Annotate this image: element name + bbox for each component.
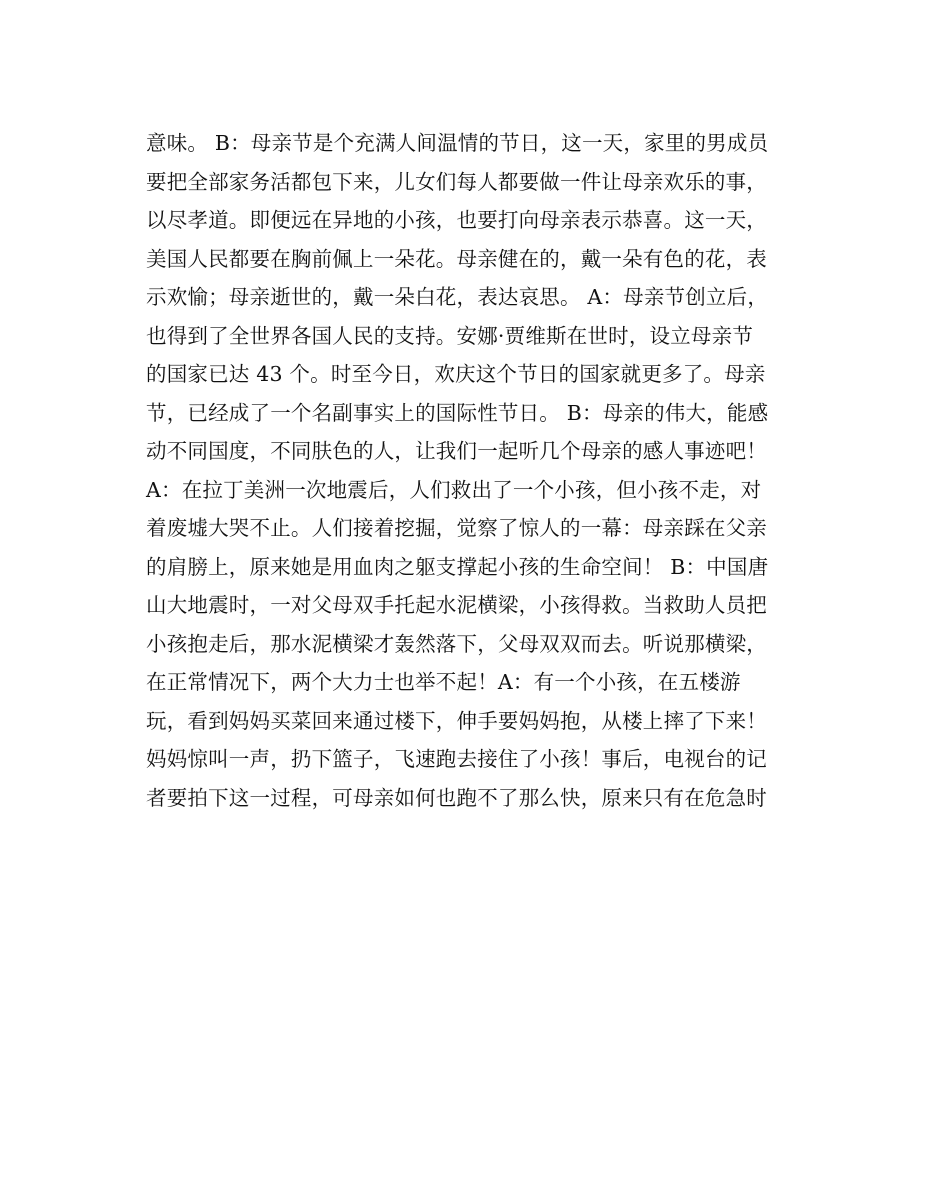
text-line: 玩，看到妈妈买菜回来通过楼下，伸手要妈妈抱，从楼上摔了下来！ bbox=[146, 708, 767, 733]
text-line: 在正常情况下，两个大力士也举不起！A：有一个小孩，在五楼游 bbox=[146, 670, 741, 694]
body-text bbox=[146, 124, 806, 817]
text-line: 着废墟大哭不止。人们接着挖掘，觉察了惊人的一幕：母亲踩在父亲 bbox=[146, 516, 767, 540]
text-line: 妈妈惊叫一声，扔下篮子，飞速跑去接住了小孩！事后，电视台的记 bbox=[146, 747, 767, 771]
text-line: 的国家已达 43 个。时至今日，欢庆这个节日的国家就更多了。母亲 bbox=[146, 362, 766, 386]
text-line: 的肩膀上，原来她是用血肉之躯支撑起小孩的生命空间！ B：中国唐 bbox=[146, 554, 769, 579]
text-line: 者要拍下这一过程，可母亲如何也跑不了那么快，原来只有在危急时 bbox=[146, 785, 767, 810]
text-line: 节，已经成了一个名副事实上的国际性节日。 B：母亲的伟大，能感 bbox=[146, 400, 769, 425]
text-line: 示欢愉；母亲逝世的，戴一朵白花，表达哀思。 A：母亲节创立后， bbox=[146, 285, 769, 309]
text-line: A：在拉丁美洲一次地震后，人们救出了一个小孩，但小孩不走，对 bbox=[146, 477, 762, 502]
text-line: 意味。 B：母亲节是个充满人间温情的节日，这一天，家里的男成员 bbox=[146, 131, 769, 155]
text-line: 动不同国度，不同肤色的人，让我们一起听几个母亲的感人事迹吧！ bbox=[146, 439, 767, 463]
text-line: 也得到了全世界各国人民的支持。安娜·贾维斯在世时，设立母亲节 bbox=[146, 323, 754, 348]
text-line: 山大地震时，一对父母双手托起水泥横梁，小孩得救。当救助人员把 bbox=[146, 593, 767, 617]
text-line: 以尽孝道。即便远在异地的小孩，也要打向母亲表示恭喜。这一天， bbox=[146, 208, 767, 232]
text-line: 要把全部家务活都包下来，儿女们每人都要做一件让母亲欢乐的事， bbox=[146, 169, 767, 194]
text-line: 小孩抱走后，那水泥横梁才轰然落下，父母双双而去。听说那横梁， bbox=[146, 631, 767, 656]
text-line: 美国人民都要在胸前佩上一朵花。母亲健在的，戴一朵有色的花，表 bbox=[146, 246, 767, 271]
